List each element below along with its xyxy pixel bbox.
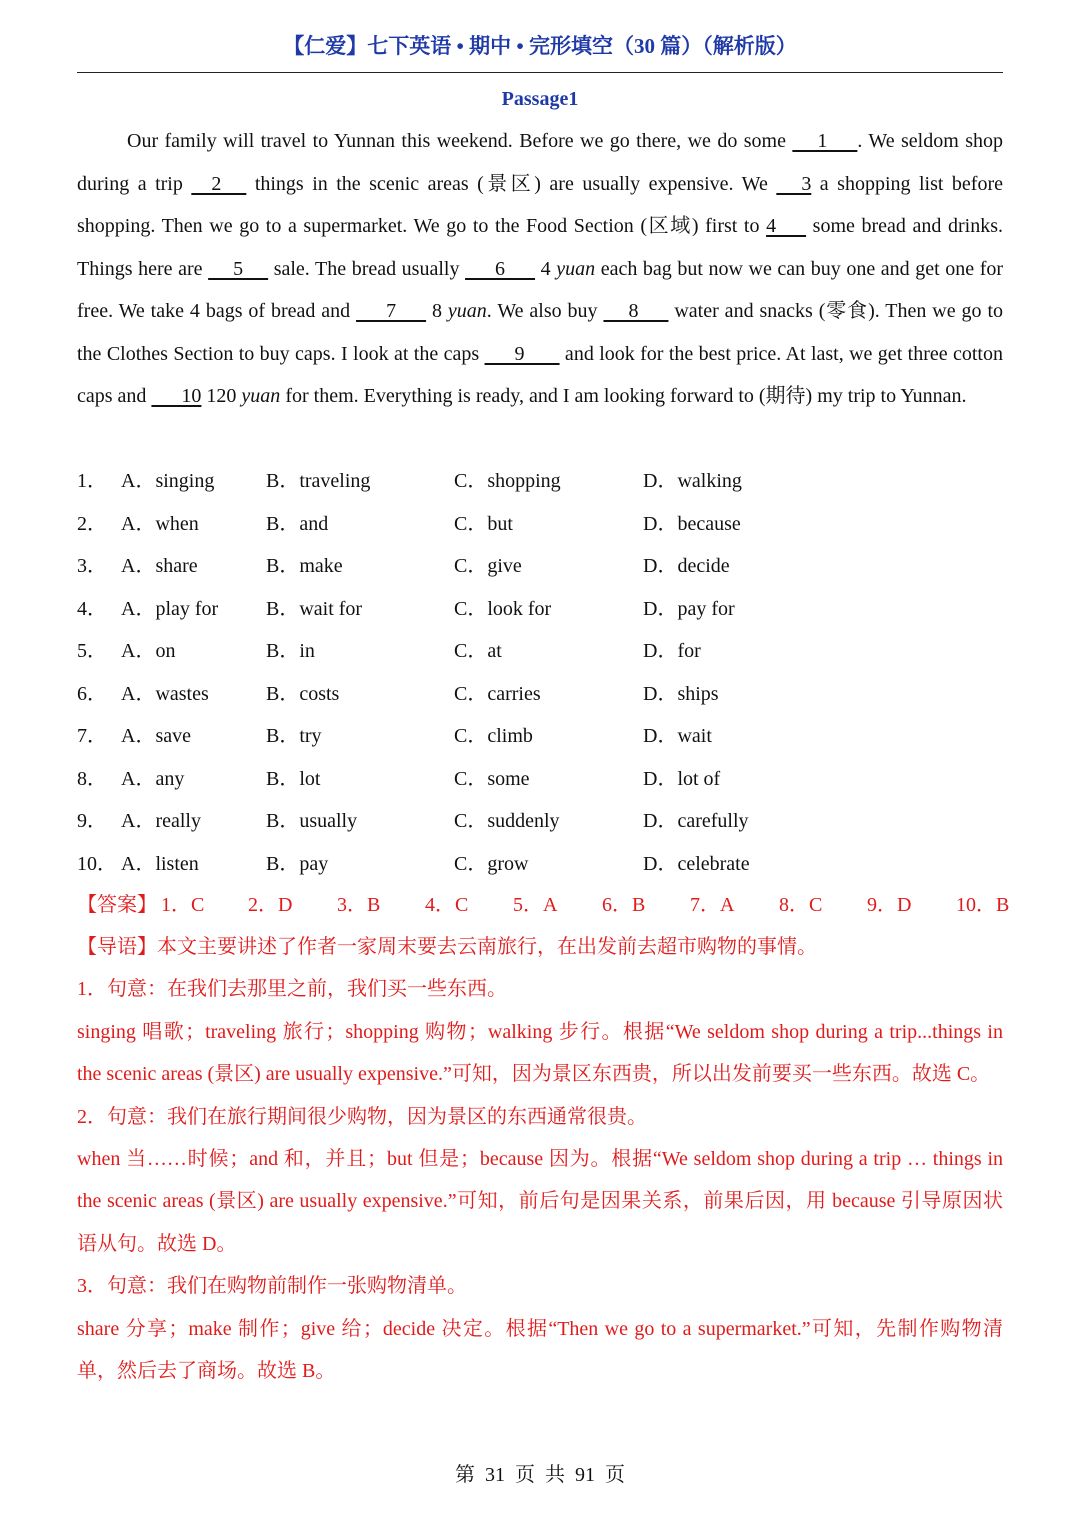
option-c: C．suddenly <box>454 810 560 832</box>
q1-meaning: 1．句意：在我们去那里之前，我们买一些东西。 <box>77 978 507 1001</box>
header-divider <box>77 72 1003 73</box>
option-d: D．carefully <box>643 810 749 832</box>
option-c: C．shopping <box>454 470 561 492</box>
option-d: D．walking <box>643 470 742 492</box>
option-c: C．give <box>454 555 522 577</box>
question-row <box>77 460 1003 503</box>
option-b: B．costs <box>266 682 340 705</box>
q2-detail: when 当……时候；and 和，并且；but 但是；because 因为。根据“We seldom shop during a trip … things in the scenic areas (景区) are usually expensive.”可知，前后句是因果关系，前果后因，用 because 引导原因状语从句。故选 D。 <box>77 1148 1003 1255</box>
passage-segment: 4 <box>535 257 557 280</box>
page-footer <box>0 1458 1080 1487</box>
question-number: 6． <box>77 682 107 705</box>
option-a: A．play for <box>121 597 219 620</box>
option-b: B．and <box>266 512 329 535</box>
option-d: D．wait <box>643 725 712 747</box>
q1-detail: singing 唱歌；traveling 旅行；shopping 购物；walking 步行。根据“We seldom shop during a trip...things in the scenic areas (景区) are usually expensive.”可知，因为景区东西贵，所以出发前要买一些东西。故选 C。 <box>77 1020 1003 1086</box>
answer-item: 4．C <box>425 894 469 916</box>
footer-word: 页 <box>605 1464 625 1486</box>
q3-detail: share 分享；make 制作；give 给；decide 决定。根据“Then we go to a supermarket.”可知，先制作购物清单，然后去了商场。故选 B。 <box>77 1317 1003 1383</box>
blank-6: 6 <box>465 257 536 280</box>
option-c: C．but <box>454 512 513 535</box>
answer-item: 10．B <box>956 894 1010 916</box>
passage-segment: things in the scenic areas (景区) are usually expensive. We <box>246 172 777 195</box>
answer-item: 8．C <box>779 894 823 916</box>
answer-item: 6．B <box>602 894 646 916</box>
blank-9: 9 <box>484 342 560 365</box>
option-d: D．decide <box>643 555 730 577</box>
option-d: D．pay for <box>643 597 735 620</box>
answer-item: 7．A <box>690 894 735 916</box>
passage-segment: and look for the best price. At last, we get three cotton caps and <box>77 342 1003 407</box>
question-row <box>77 588 1003 631</box>
passage-segment: . We also buy <box>486 300 604 322</box>
option-c: C．climb <box>454 725 533 747</box>
passage-text <box>77 120 1003 418</box>
passage-segment: sale. The bread usually <box>268 257 466 280</box>
blank-7: 7 <box>356 300 427 322</box>
option-d: D．lot of <box>643 767 721 790</box>
footer-word: 页 <box>515 1464 535 1486</box>
option-b: B．pay <box>266 852 329 875</box>
question-row <box>77 758 1003 801</box>
page-total: 91 <box>575 1464 595 1486</box>
question-number: 8． <box>77 767 107 790</box>
question-row <box>77 715 1003 758</box>
option-a: A．wastes <box>121 682 209 705</box>
q2-meaning: 2．句意：我们在旅行期间很少购物，因为景区的东西通常很贵。 <box>77 1105 647 1128</box>
option-b: B．try <box>266 725 322 747</box>
option-a: A．really <box>121 810 201 832</box>
option-a: A．share <box>121 555 198 577</box>
passage-segment: . We seldom shop during a trip <box>77 130 1003 195</box>
blank-1: 1 <box>792 130 858 152</box>
option-d: D．because <box>643 512 741 535</box>
answer-item: 9．D <box>867 894 912 916</box>
answer-item: 1．C <box>161 894 205 916</box>
footer-word: 共 <box>545 1464 565 1486</box>
passage-segment: Our family will travel to Yunnan this weekend. Before we go there, we do some <box>127 130 793 152</box>
option-a: A．any <box>121 767 185 790</box>
explanation <box>77 926 1003 1392</box>
currency-yuan: yuan <box>447 300 487 322</box>
question-number: 7． <box>77 725 107 747</box>
answer-item: 2．D <box>248 894 293 916</box>
answer-key <box>77 884 1010 926</box>
option-b: B．traveling <box>266 470 371 492</box>
currency-yuan: yuan <box>556 257 596 280</box>
question-number: 3． <box>77 555 107 577</box>
question-row <box>77 503 1003 546</box>
question-number: 4． <box>77 597 107 620</box>
question-number: 5． <box>77 640 107 662</box>
option-c: C．carries <box>454 682 541 705</box>
question-number: 10． <box>77 852 117 875</box>
option-a: A．listen <box>121 852 199 875</box>
answer-label: 【答案】 <box>77 894 157 916</box>
option-b: B．usually <box>266 810 358 832</box>
option-b: B．wait for <box>266 597 363 620</box>
passage-segment: some bread and drinks. Things here are <box>77 215 1003 280</box>
page-number: 31 <box>485 1464 505 1486</box>
q3-meaning: 3．句意：我们在购物前制作一张购物清单。 <box>77 1275 467 1298</box>
blank-10: 10 <box>151 385 202 407</box>
blank-3: 3 <box>776 172 812 195</box>
option-d: D．celebrate <box>643 852 750 875</box>
option-c: C．at <box>454 640 502 662</box>
footer-word: 第 <box>455 1464 475 1486</box>
passage-segment: 120 <box>201 385 242 407</box>
passage-segment: for them. Everything is ready, and I am looking forward to (期待) my trip to Yunnan. <box>280 385 967 407</box>
document-header: 【仁爱】七下英语 • 期中 • 完形填空（30 篇）（解析版） <box>283 34 797 58</box>
question-number: 9． <box>77 810 107 832</box>
question-row <box>77 630 1003 673</box>
option-c: C．look for <box>454 597 552 620</box>
question-row <box>77 673 1003 716</box>
option-a: A．singing <box>121 470 215 492</box>
blank-4: 4 <box>766 215 807 237</box>
question-options <box>77 460 1003 885</box>
question-row <box>77 800 1003 843</box>
question-number: 2． <box>77 512 107 535</box>
passage-title: Passage1 <box>501 88 579 110</box>
blank-5: 5 <box>208 257 269 280</box>
option-b: B．make <box>266 555 343 577</box>
option-d: D．ships <box>643 682 719 705</box>
option-a: A．save <box>121 725 191 747</box>
passage-segment: a shopping list before shopping. Then we go to a supermarket. We go to the Food Section (区域) first to <box>77 172 1003 237</box>
guide-text: 【导语】本文主要讲述了作者一家周末要去云南旅行，在出发前去超市购物的事情。 <box>77 936 817 958</box>
option-d: D．for <box>643 640 701 662</box>
option-b: B．lot <box>266 767 321 790</box>
option-b: B．in <box>266 640 315 662</box>
answer-item: 3．B <box>337 894 381 916</box>
question-number: 1． <box>77 470 107 492</box>
option-a: A．on <box>121 640 176 662</box>
blank-8: 8 <box>603 300 669 322</box>
passage-segment: each bag but now we can buy one and get one for free. We take 4 bags of bread and <box>77 257 1004 322</box>
option-a: A．when <box>121 512 199 535</box>
option-c: C．grow <box>454 852 529 875</box>
option-c: C．some <box>454 767 530 790</box>
blank-2: 2 <box>191 172 247 195</box>
question-row <box>77 545 1003 588</box>
answer-item: 5．A <box>513 894 558 916</box>
passage-segment: 8 <box>426 300 448 322</box>
currency-yuan: yuan <box>241 385 281 407</box>
question-row <box>77 843 1003 886</box>
passage-segment: water and snacks (零食). Then we go to the Clothes Section to buy caps. I look at the caps <box>77 300 1004 365</box>
